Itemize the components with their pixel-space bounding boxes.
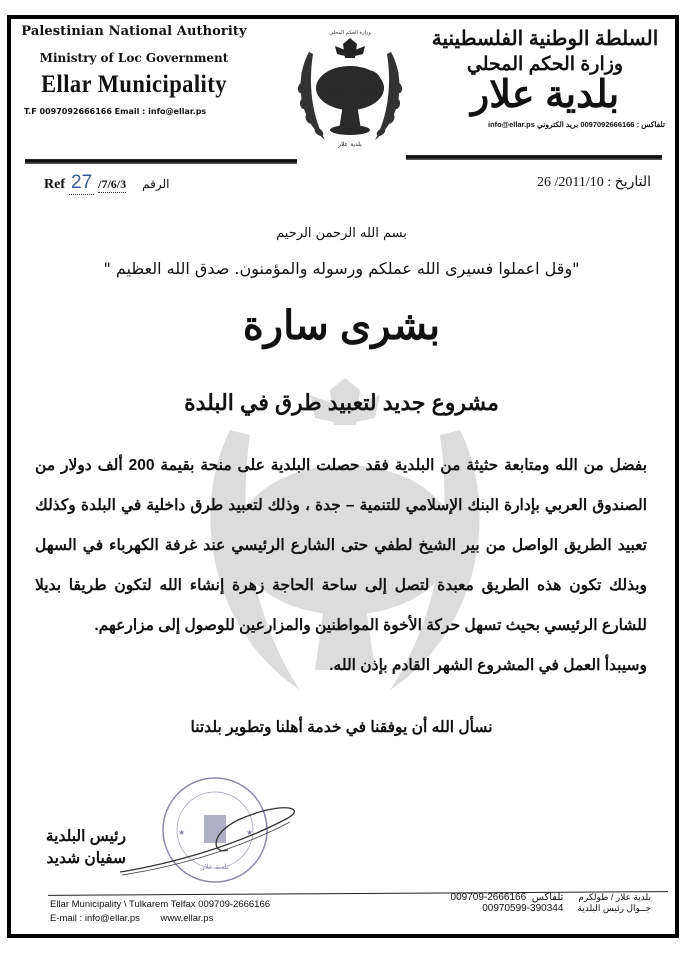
signature-scribble-icon (118, 780, 308, 890)
basmala: بسم الله الرحمن الرحيم (276, 226, 407, 241)
ref-handwritten-number: 27 (71, 172, 93, 193)
svg-text:★: ★ (246, 828, 254, 837)
header-arabic (425, 26, 665, 129)
svg-text:وزارة الحكم المحلي: وزارة الحكم المحلي (329, 30, 371, 36)
signature-title: رئيس البلدية (45, 828, 126, 845)
contact-ar: تلفاكس : 0097092666166 بريد الكتروني info@ellar.ps (488, 120, 665, 129)
ref-label-ar: الرقم (142, 177, 170, 191)
footer-telfax-label: تلفاكس (531, 892, 564, 903)
footer-mobile: 00970599-390344 (482, 903, 564, 914)
footer-address-ar: بلدية علار / طولكرم (578, 892, 651, 902)
authority-en: Palestinian National Authority (21, 24, 247, 39)
ref-suffix: /7/6/3 (98, 177, 127, 191)
footer-website: www.ellar.ps (160, 913, 214, 924)
reference-number (44, 172, 170, 195)
ministry-ar: وزارة الحكم المحلي (466, 54, 624, 75)
svg-text:بلدية علار: بلدية علار (201, 863, 229, 871)
signature-block (36, 826, 126, 870)
date-label: التاريخ : (607, 175, 651, 190)
footer-address-en: Ellar Municipality \ Tulkarem Telfax 009709-2666166 (50, 899, 271, 910)
subheadline-text: مشروع جديد لتعبيد طرق في البلدة (184, 390, 499, 415)
prayer-line: نسأل الله أن يوفقنا في خدمة أهلنا وتطوير بلدتنا (190, 719, 493, 736)
header-divider-left (25, 159, 297, 164)
header-divider-right (406, 155, 662, 160)
main-paragraph: بفضل من الله ومتابعة حثيثة من البلدية فقد حصلت البلدية على منحة بقيمة 200 ألف دولار من الصندوق العربي بإدارة البنك الإسلامي للتنمية – جدة ، وذلك لتعبيد طرق داخلية في البلدة وكذلك تعبيد الطريق الواصل من بير الشيخ لطفي حتى الشارع الرئيسي عند غرفة الكهرباء في السهل وبذلك تكون هذه الطريق معبدة لتصل إلى ساحة الحاجة زهرة إنشاء الله لتكون طريقا بديلا للشارع الرئيسي بحيث تسهل حركة الأخوة المواطنين والمزارعين للوصول إلى مزارعهم. (35, 457, 648, 634)
document-date (537, 174, 651, 191)
signature-name: سفيان شديد (46, 850, 126, 867)
closing-line: وسيبدأ العمل في المشروع الشهر القادم بإذن الله. (329, 657, 647, 674)
footer-english (50, 898, 270, 926)
date-value: 2011/10/ 26 (537, 175, 604, 190)
ministry-en: Ministry of Loc Government (39, 51, 229, 65)
quran-verse: "وقل اعملوا فسيرى الله عملكم ورسوله والمؤمنون. صدق الله العظيم " (103, 259, 580, 278)
footer-mobile-label: جــوال رئيس البلدية (577, 903, 651, 913)
footer-arabic (451, 892, 651, 914)
subheadline (0, 390, 683, 416)
body-paragraph (35, 446, 647, 686)
footer-telfax: 009709-2666166 (450, 892, 527, 903)
svg-text:★: ★ (178, 828, 186, 837)
municipality-en: Ellar Municipality (41, 71, 227, 98)
contact-en: T.F 0097092666166 Email : info@ellar.ps (24, 107, 207, 116)
municipality-logo-icon (287, 22, 413, 158)
header-english (14, 24, 254, 116)
svg-text:بلدية علار: بلدية علار (338, 141, 362, 148)
headline: بشرى سارة (242, 304, 441, 348)
ref-label: Ref (44, 177, 65, 192)
footer-email: E-mail : info@ellar.ps (50, 913, 140, 924)
authority-ar: السلطة الوطنية الفلسطينية (431, 28, 659, 50)
municipality-ar: بلدية علار (470, 74, 620, 116)
